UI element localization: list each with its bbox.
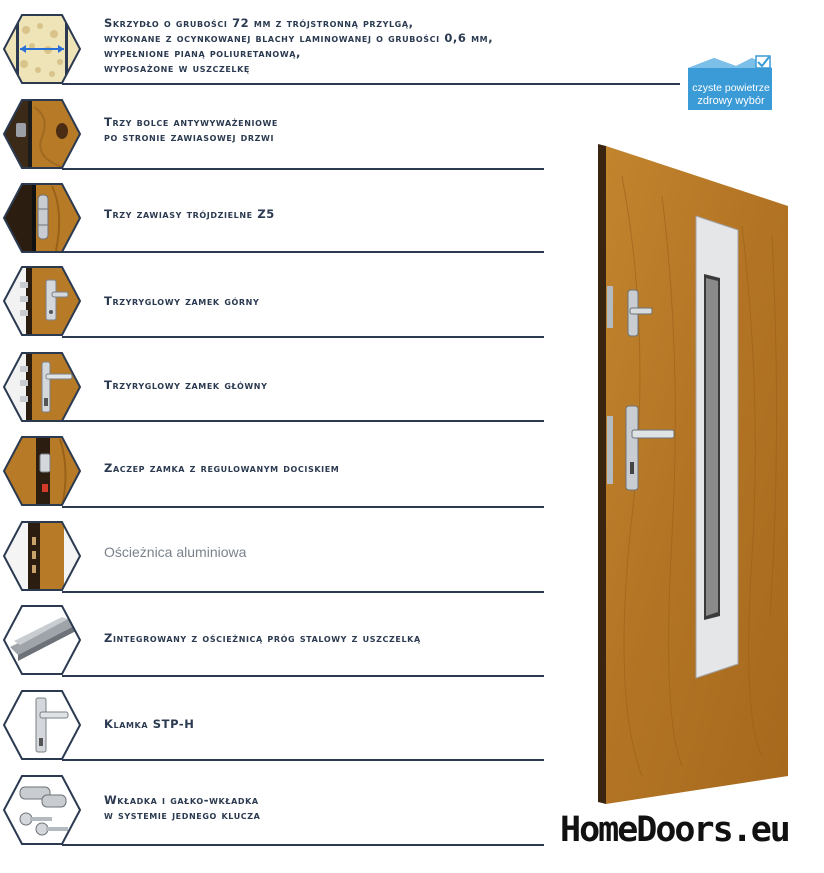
feature-item [0,603,680,677]
feature-item [0,97,680,171]
feature-text: Klamka STP-H [104,717,195,731]
cylinder-and-keys-icon [2,773,82,847]
feature-text: Zaczep zamka z regulowanym dociskiem [104,461,340,475]
brand-logo: HomeDoors.eu [560,810,789,850]
feature-text: Trzyryglowy zamek główny [104,378,268,392]
door-leaf-cross-section-icon [2,12,82,86]
feature-text: Skrzydło o grubości 72 mm z trójstronną przylgą, wykonane z ocynkowanej blachy laminowanej o grubości 0,6 mm, wypełnione pianą poliuretanową, wyposażone w uszczelkę [104,16,494,75]
aluminium-frame-icon [2,519,82,593]
feature-item [0,519,680,593]
feature-divider [62,251,544,253]
door-illustration [592,136,792,816]
feature-text: Trzyryglowy zamek górny [104,294,260,308]
feature-item [0,264,680,338]
feature-divider [62,844,544,846]
badge-line-1: czyste powietrze [692,82,770,94]
feature-text: Ościeżnica aluminiowa [104,544,247,560]
hinge-icon [2,181,82,255]
feature-item [0,688,680,762]
feature-item [0,181,680,255]
feature-item [0,12,680,86]
feature-text: Wkładka i gałko-wkładka w systemie jednego klucza [104,793,261,822]
badge-line-2: zdrowy wybór [697,95,765,107]
feature-item [0,350,680,424]
feature-text: Zintegrowany z ościeżnicą próg stalowy z uszczelką [104,631,421,645]
upper-lock-icon [2,264,82,338]
feature-divider [62,168,544,170]
feature-divider [62,591,544,593]
feature-divider [62,675,544,677]
feature-divider [62,420,544,422]
feature-divider [62,506,544,508]
feature-text: Trzy bolce antywyważeniowe po stronie zawiasowej drzwi [104,115,278,144]
feature-item [0,434,680,508]
main-lock-icon [2,350,82,424]
feature-divider [62,336,544,338]
steel-threshold-icon [2,603,82,677]
feature-divider [62,759,544,761]
feature-text: Trzy zawiasy trójdzielne Z5 [104,207,275,221]
anti-burglary-bolt-icon [2,97,82,171]
door-handle-icon [2,688,82,762]
feature-divider [62,83,680,85]
lock-strike-icon [2,434,82,508]
